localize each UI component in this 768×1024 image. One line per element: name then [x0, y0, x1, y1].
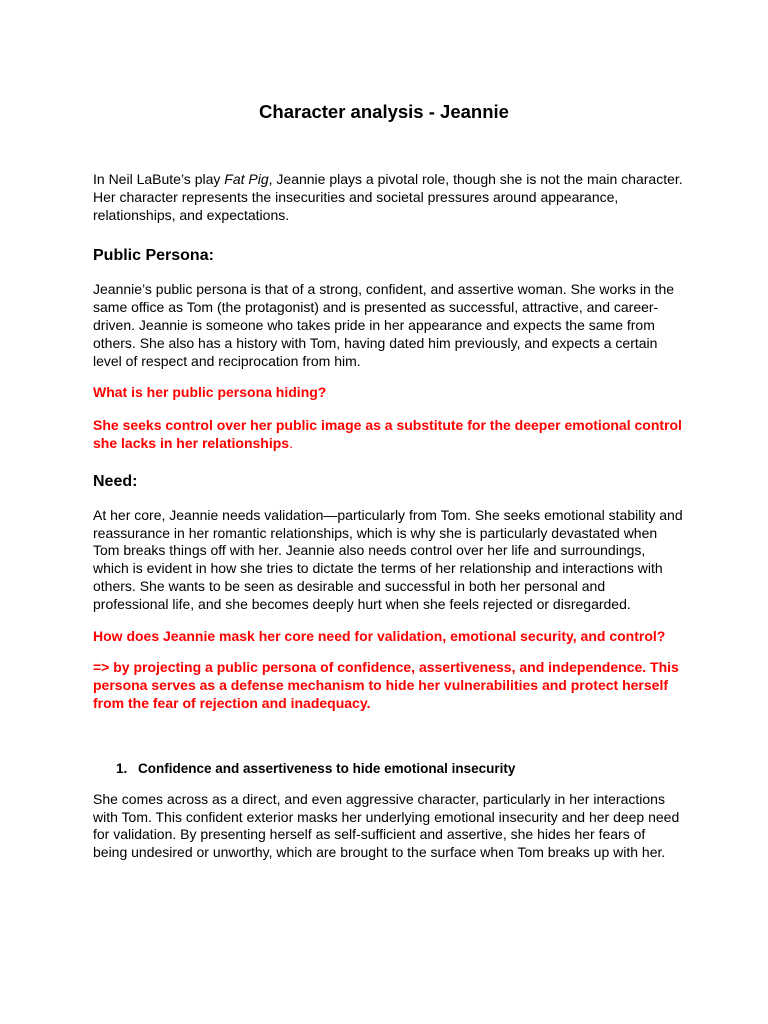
list-item-title: Confidence and assertiveness to hide emotional insecurity: [138, 760, 516, 776]
list-item-heading: [93, 760, 683, 778]
public-persona-heading: Public Persona:: [93, 247, 214, 265]
need-heading: Need:: [93, 472, 138, 490]
intro-text-start: In Neil LaBute’s play: [93, 171, 225, 187]
list-item-number: 1.: [116, 760, 128, 776]
public-persona-paragraph: Jeannie’s public persona is that of a strong, confident, and assertive woman. She works in the same office as Tom (the protagonist) and is presented as successful, attractive, and career-driven. Jeannie is someone who takes pride in her appearance and expects the same from others. She also has a history with Tom, having dated him previously, and expects a certain level of respect and reciprocation from him.: [93, 281, 675, 369]
public-persona-answer-period: .: [289, 434, 293, 451]
document-title: Character analysis - Jeannie: [259, 101, 509, 122]
need-paragraph: At her core, Jeannie needs validation—particularly from Tom. She seeks emotional stability and reassurance in her romantic relationships, which is why she is particularly devastated when Tom breaks things off with her. Jeannie also needs control over her life and surroundings, which is evident in how she tries to dictate the terms of her relationship and interactions with others. She wants to be seen as desirable and successful in both her personal and professional life, and she becomes deeply hurt when she feels rejected or disregarded.: [93, 506, 683, 612]
public-persona-question: What is her public persona hiding?: [93, 384, 327, 401]
intro-text-end: , Jeannie plays a pivotal role, though she is not the main character. Her character represents the insecurities and societal pressures around appearance, relationships, and expectations.: [93, 171, 683, 223]
public-persona-answer-text: She seeks control over her public image as a substitute for the deeper emotional control she lacks in her relationships: [93, 417, 682, 451]
public-persona-answer: [93, 417, 683, 453]
intro-paragraph: [93, 171, 683, 224]
need-question: How does Jeannie mask her core need for validation, emotional security, and control?: [93, 627, 666, 644]
play-title: Fat Pig: [224, 171, 269, 187]
list-item-paragraph: She comes across as a direct, and even aggressive character, particularly in her interactions with Tom. This confident exterior masks her underlying emotional insecurity and her deep need for validation. By presenting herself as self-sufficient and assertive, she hides her fears of being undesired or unworthy, which are brought to the surface when Tom breaks up with her.: [93, 790, 680, 861]
need-answer: => by projecting a public persona of confidence, assertiveness, and independence. This persona serves as a defense mechanism to hide her vulnerabilities and protect herself from the fear of rejection and inadequacy.: [93, 659, 679, 711]
document-body: [93, 171, 683, 862]
